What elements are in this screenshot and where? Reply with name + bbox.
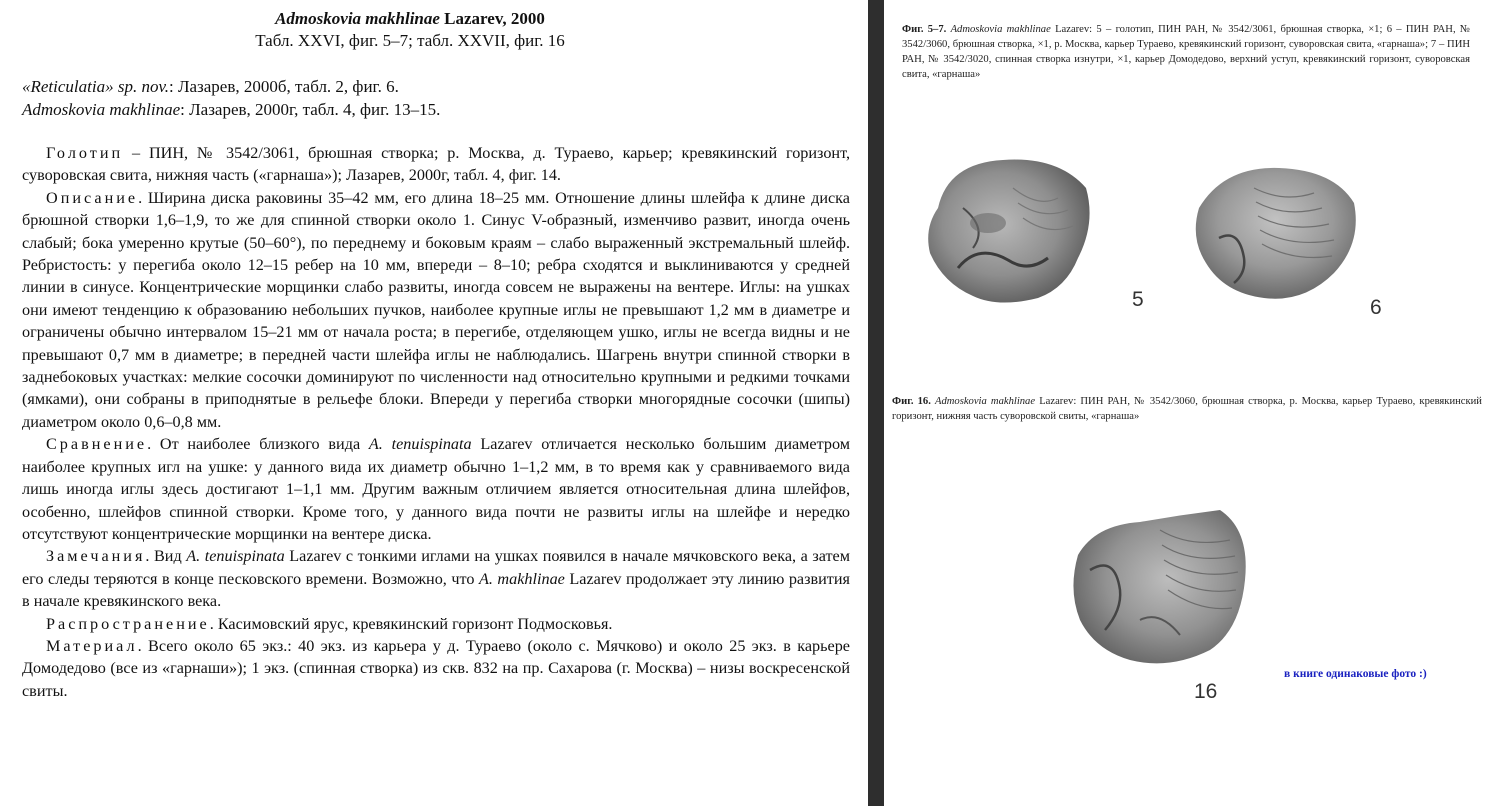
comparison-paragraph (22, 433, 850, 545)
holotype-paragraph (22, 142, 850, 187)
distribution-text: . Касимовский ярус, кревякинский горизонт Подмосковья. (209, 614, 613, 633)
comparison-text: . От наиболее близкого вида (147, 435, 369, 454)
species-name: A. tenuispinata (186, 547, 285, 566)
synonym-name: «Reticulatia» sp. nov. (22, 77, 169, 96)
description-paragraph (22, 187, 850, 433)
distribution-paragraph (22, 613, 850, 635)
figure-label-6: 6 (1370, 296, 1382, 319)
description-body (22, 142, 850, 702)
fossil-photo-16 (1060, 500, 1260, 675)
page-divider (868, 0, 884, 806)
figure-label-5: 5 (1132, 288, 1144, 311)
synonym-name: Admoskovia makhlinae (22, 100, 181, 119)
remarks-text: Lazarev продолжает эту линию развития в начале кревякинского века. (22, 569, 850, 611)
figure-caption-5-7 (902, 22, 1470, 82)
title-species: Admoskovia makhlinae (275, 9, 440, 28)
caption-species: Admoskovia makhlinae (946, 24, 1051, 35)
caption-species: Admoskovia makhlinae (930, 396, 1036, 407)
description-heading: Описание (46, 188, 139, 207)
material-text: . Всего около 65 экз.: 40 экз. из карьера у д. Тураево (около с. Мячково) и около 25 экз. в карьере Домодедово (все из «гарнаши»); 1 экз. (спинная створка) из скв. 832 на пр. Сахарова (г. Москва) – низы воскресенской свиты. (22, 636, 850, 700)
plate-reference: Табл. XXVI, фиг. 5–7; табл. XXVII, фиг. 16 (255, 31, 565, 50)
caption-text: Lazarev: ПИН РАН, № 3542/3060, брюшная створка, р. Москва, карьер Тураево, кревякинский горизонт, нижняя часть суворовской свиты, «гарнаша» (892, 396, 1482, 422)
fossil-photo-5 (918, 148, 1098, 318)
remarks-paragraph (22, 545, 850, 612)
synonymy-line (22, 76, 399, 98)
material-heading: Материал (46, 636, 138, 655)
figure-caption-16 (892, 394, 1482, 424)
figure-label-16: 16 (1194, 680, 1218, 703)
remarks-text: Lazarev с тонкими иглами на ушках появился в начале мячковского века, а затем его следы теряются в конце песковского времени. Возможно, что (22, 547, 850, 588)
comparison-heading: Сравнение (46, 435, 148, 454)
species-name: A. tenuispinata (368, 435, 472, 454)
material-paragraph (22, 635, 850, 702)
holotype-heading: Голотип (46, 144, 124, 162)
plate-page (884, 0, 1499, 806)
caption-figure-number: Фиг. 5–7. (902, 24, 947, 35)
title-author: Lazarev, 2000 (444, 9, 545, 28)
description-text: . Ширина диска раковины 35–42 мм, его длина 18–25 мм. Отношение длины шлейфа к длине диска брюшной створки 1,6–1,9, то же для спинной створки около 1. Синус V-образный, изменчиво развит, иногда очень слабый; бока умеренно крутые (50–60°), по переднему и боковым краям – слабо выраженный экстремальный шлейф. Ребристость: у перегиба около 12–15 ребер на 10 мм, впереди – 8–10; ребра сходятся и выклиниваются у средней линии в синусе. Концентрические морщинки слабо развиты, иногда совсем не выражены на вентере. Иглы: на ушках они имеют тенденцию к образованию небольших пучков, наиболее крупные иглы не превышают 1,2 мм в диаметре и ограничены обычно интервалом 15–21 мм от начала роста; в перегибе, отделяющем ушко, иглы не всегда видны и не превышают 0,7 мм в диаметре; в передней части шлейфа иглы не наблюдались. Шагрень внутри спинной створки в заднебоковых участках: мелкие сосочки доминируют по численности над относительно крупными и редкими точками (ямками), они собраны в приподнятые в рельефе блоки. Впереди у перегиба створки многорядные сосочки (шипы) диаметром около 0,6–0,8 мм. (22, 188, 850, 431)
remarks-heading: Замечания (46, 547, 146, 566)
holotype-text: – ПИН, № 3542/3061, брюшная створка; р. Москва, д. Тураево, карьер; кревякинский горизонт, суворовская свита, нижняя часть («гарнаша»); Лазарев, 2000г, табл. 4, фиг. 14. (22, 144, 850, 185)
distribution-heading: Распространение (46, 614, 210, 633)
comparison-text: Lazarev отличается несколько большим диаметром наиболее крупных игл на ушке: у данного вида их диаметр обычно 1–1,2 мм, в то время как у сравниваемого вида лишь иногда иглы здесь достигают 1–1,1 мм. Другим важным отличием является относительная длина шлейфов, особенно, шлейфов спинной створки. Кроме того, у данного вида почти не развиты иглы на шлейфе и нередко отсутствуют концентрические морщинки на вентере диска. (22, 435, 851, 543)
caption-text: Lazarev: 5 – голотип, ПИН РАН, № 3542/3061, брюшная створка, ×1; 6 – ПИН РАН, № 3542/3060, брюшная створка, ×1, р. Москва, карьер Тураево, кревякинский горизонт, суворовская свита, «гарнаша»; 7 – ПИН РАН, № 3542/3020, спинная створка изнутри, ×1, карьер Домодедово, верхний уступ, кревякинский горизонт, суворовская свита, «гарнаша» (902, 24, 1470, 80)
annotation-note: в книге одинаковые фото :) (1284, 668, 1427, 680)
fossil-photo-6 (1184, 158, 1364, 318)
species-title (0, 8, 820, 30)
synonym-ref: : Лазарев, 2000г, табл. 4, фиг. 13–15. (180, 100, 441, 119)
caption-figure-number: Фиг. 16. (892, 396, 931, 407)
synonymy-line (22, 99, 440, 121)
species-name: A. makhlinae (478, 569, 565, 588)
remarks-text: . Вид (145, 547, 187, 566)
synonym-ref: : Лазарев, 2000б, табл. 2, фиг. 6. (169, 77, 399, 96)
